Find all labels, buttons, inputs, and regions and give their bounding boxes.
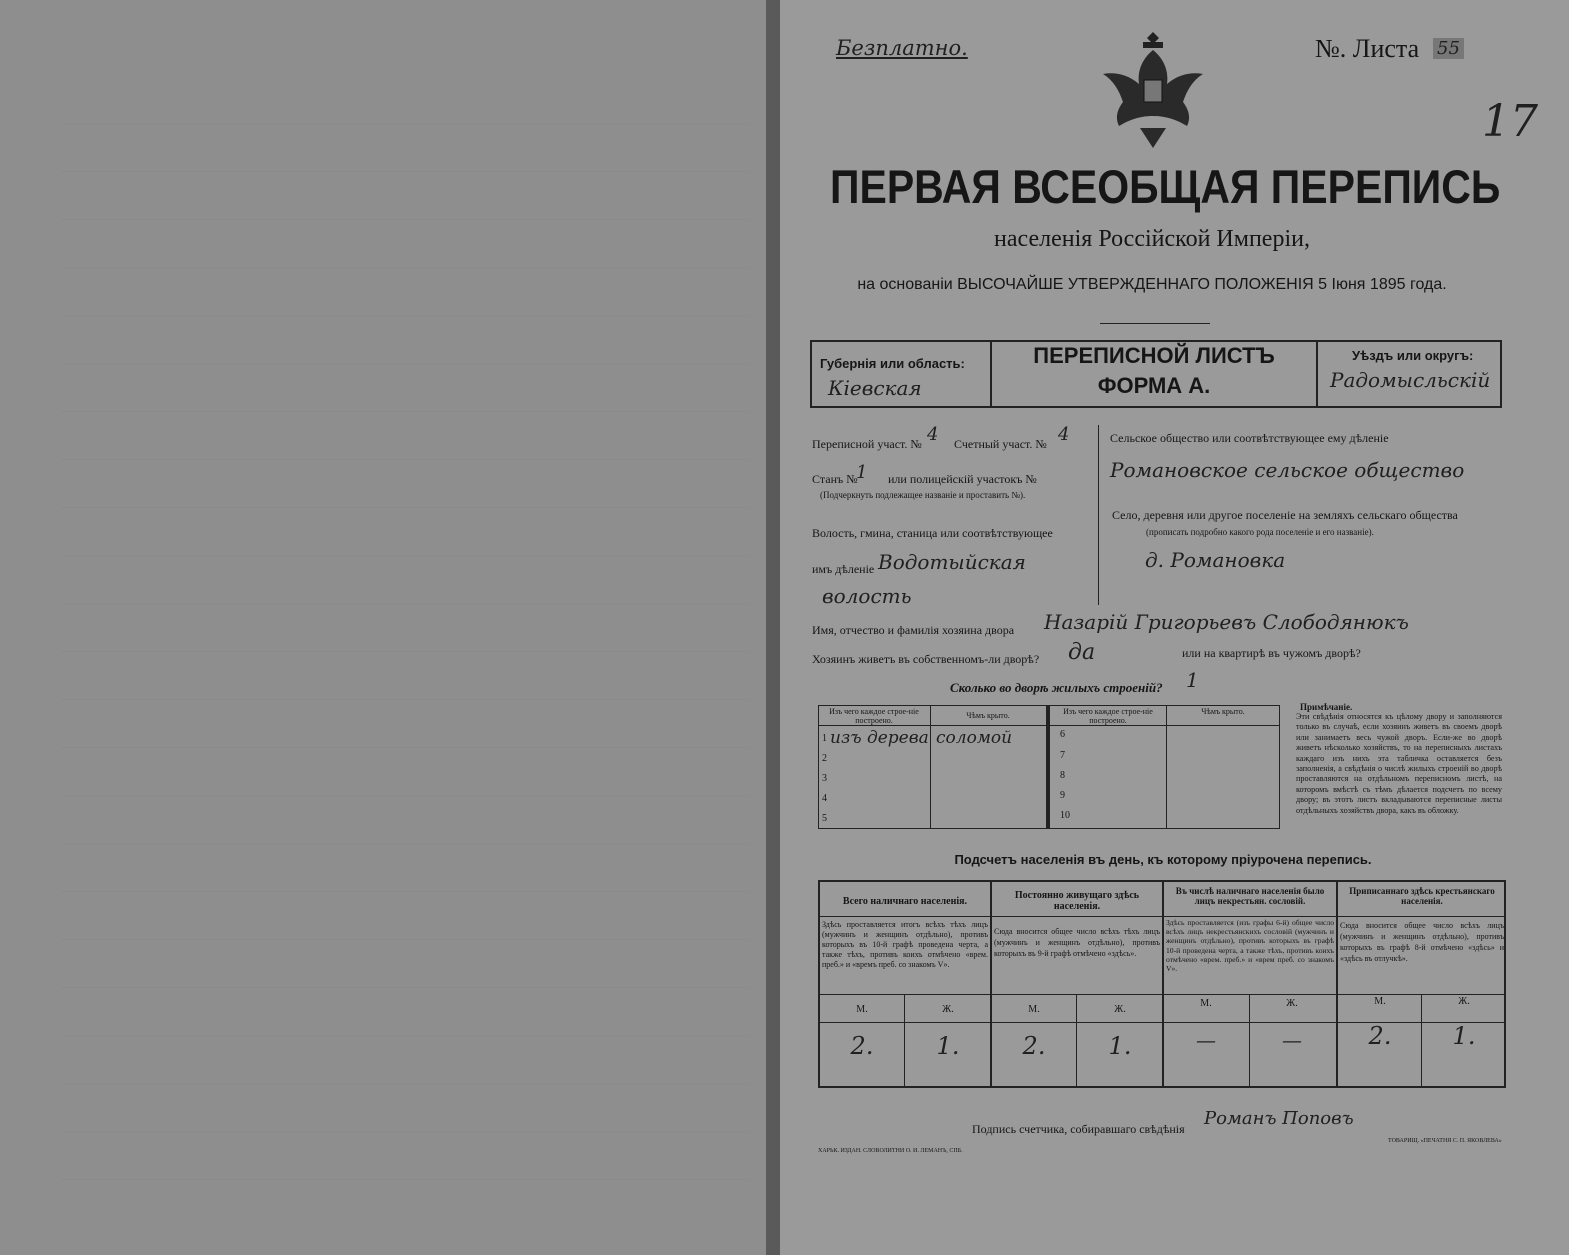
- divider: [1046, 705, 1050, 829]
- coat-of-arms-icon: [1098, 28, 1208, 153]
- sheet-number-label: №. Листа: [1315, 34, 1420, 63]
- province-value: Кіевская: [828, 376, 922, 400]
- divider: [818, 994, 1506, 995]
- province-label: Губернія или область:: [820, 356, 965, 371]
- col-material-left: Изъ чего каждое строе-ніе построено.: [829, 707, 919, 725]
- sheet-number-value: 55: [1433, 38, 1464, 59]
- row-number: 8: [1060, 770, 1065, 781]
- m-label: М.: [1200, 998, 1212, 1009]
- divider: [818, 916, 1506, 917]
- divider: [1076, 994, 1077, 1088]
- village-value: д. Романовка: [1145, 548, 1286, 572]
- value-cell: —: [1196, 1028, 1216, 1052]
- value-cell: 2.: [1022, 1032, 1046, 1060]
- col-title: Въ числѣ наличнаго населенія было лицъ некрестьян. сословій.: [1175, 886, 1325, 906]
- row-number: 2: [822, 753, 827, 764]
- owner-label: Имя, отчество и фамилія хозяина двора: [812, 623, 1015, 637]
- row-number: 1: [822, 733, 827, 744]
- divider: [818, 725, 1280, 726]
- f-label: Ж.: [1114, 1004, 1126, 1015]
- col-roof-right: Чѣмъ крыто.: [1201, 707, 1245, 716]
- police-label: или полицейскій участокъ №: [888, 472, 1037, 486]
- free-label: Безплатно.: [836, 36, 968, 60]
- underline-note: (Подчеркнуть подлежащее названіе и проставить №).: [820, 490, 1026, 500]
- row-number: 6: [1060, 729, 1065, 740]
- stan-label: Станъ №: [812, 472, 858, 486]
- f-label: Ж.: [942, 1004, 954, 1015]
- signature-value: Романъ Поповъ: [1204, 1108, 1354, 1129]
- volost-value: Водотыйская: [878, 550, 1026, 574]
- note-title: Примѣчаніе.: [1300, 702, 1353, 712]
- divider: [1166, 705, 1167, 829]
- district-value: Радомысльскій: [1330, 368, 1491, 392]
- counting-district-value: 4: [1058, 424, 1070, 445]
- f-label: Ж.: [1286, 998, 1298, 1009]
- volost-value-2: волость: [822, 584, 912, 608]
- printer-right: ТОВАРИЩ. «ПЕЧАТНЯ С. П. ЯКОВЛЕВА»: [1388, 1138, 1502, 1144]
- counting-district-label: Счетный участ. №: [954, 437, 1047, 451]
- m-label: М.: [1028, 1004, 1040, 1015]
- col-title: Постоянно живущаго здѣсь населенія.: [1014, 890, 1140, 912]
- row-number: 10: [1060, 810, 1070, 821]
- f-label: Ж.: [1458, 996, 1470, 1007]
- census-district-label: Переписной участ. №: [812, 437, 922, 451]
- own-yard-label: Хозяинъ живетъ въ собственномъ-ли дворѣ?: [812, 652, 1040, 666]
- m-label: М.: [1374, 996, 1386, 1007]
- form-type: ФОРМА А.: [1097, 373, 1211, 398]
- col-desc: Сюда вносится общее число всѣхъ лицъ (мужчинъ и женщинъ отдѣльно), противъ которыхъ въ графѣ 8-й отмѣчено «здѣсь» и «здѣсь въ отлучкѣ».: [1340, 921, 1504, 963]
- row-number: 9: [1060, 790, 1065, 801]
- col-desc: Сюда вносится общее число всѣхъ тѣхъ лицъ (мужчинъ и женщинъ отдѣльно), противъ которыхъ въ 9-й графѣ отмѣчено «здѣсь».: [994, 927, 1160, 958]
- divider: [1162, 880, 1164, 1088]
- col-desc: Здѣсь проставляется (изъ графы 6-й) общее число всѣхъ лицъ некрестьянскихъ сословій (мужчинъ и женщинъ отдѣльно), противъ которыхъ въ графѣ 10-й проведена черта, а также тѣхъ, противъ коихъ отмѣчено «врем. преб.» и «врем преб. со знакомъ V».: [1166, 918, 1334, 974]
- row-number: 3: [822, 773, 827, 784]
- row-roof: соломой: [936, 728, 1013, 748]
- form-title: ПЕРЕПИСНОЙ ЛИСТЪ: [1033, 343, 1275, 368]
- community-label: Сельское общество или соотвѣтствующее ему дѣленіе: [1110, 431, 1389, 445]
- signature-label: Подпись счетчика, собиравшаго свѣдѣнія: [972, 1122, 1185, 1136]
- m-label: М.: [856, 1004, 868, 1015]
- ornament-divider: [1100, 323, 1210, 324]
- row-material: изъ дерева: [830, 728, 929, 748]
- column-divider: [1098, 425, 1099, 605]
- printer-left: ХАРЬК. ИЗДАН. СЛОВОЛИТНИ О. И. ЛЕМАНЪ, СПБ.: [818, 1148, 963, 1154]
- district-label: Уѣздъ или округъ:: [1352, 348, 1474, 363]
- divider: [1316, 342, 1318, 406]
- buildings-label: Сколько во дворѣ жилыхъ строеній?: [950, 680, 1163, 695]
- row-number: 4: [822, 793, 827, 804]
- main-title: ПЕРВАЯ ВСЕОБЩАЯ ПЕРЕПИСЬ: [830, 160, 1501, 214]
- col-roof-left: Чѣмъ крыто.: [966, 711, 1010, 720]
- book-gutter: [766, 0, 780, 1255]
- buildings-value: 1: [1186, 668, 1199, 692]
- col-material-right: Изъ чего каждое строе-ніе построено.: [1063, 707, 1153, 725]
- owner-value: Назарій Григорьевъ Слободянюкъ: [1044, 610, 1409, 634]
- value-cell: 2.: [1368, 1022, 1392, 1050]
- own-yard-value: да: [1068, 640, 1096, 665]
- subtitle: населенія Россійской Имперіи,: [994, 226, 1310, 252]
- col-title: Приписаннаго здѣсь крестьянскаго населенія.: [1349, 886, 1495, 906]
- value-cell: 1.: [1108, 1032, 1132, 1060]
- stan-value: 1: [856, 462, 868, 483]
- note-text: Эти свѣдѣнія относятся къ цѣлому двору и заполняются только въ случаѣ, если хозяинъ живетъ въ своемъ дворѣ или занимаетъ весь чужой дворъ. Если-же во дворѣ живетъ нѣсколько хозяйствъ, то на переписныхъ листахъ каждаго изъ нихъ эта табличка оставляется безъ заполненія, а свѣдѣнія о числѣ жилыхъ строеній во дворѣ проставляются на отдѣльномъ переписномъ листѣ, на которомъ вмѣстѣ съ тѣмъ дѣлается подсчетъ по всему двору; въ этотъ листъ вкладываются переписные листы отдѣльныхъ хозяйствъ двора, какъ въ обложку.: [1296, 712, 1502, 815]
- volost-label-2: имъ дѣленіе: [812, 562, 875, 576]
- population-heading: Подсчетъ населенія въ день, къ которому пріурочена перепись.: [954, 852, 1372, 867]
- value-cell: 1.: [936, 1032, 960, 1060]
- village-note: (прописать подробно какого рода поселеніе и его названіе).: [1146, 527, 1374, 537]
- rent-label: или на квартирѣ въ чужомъ дворѣ?: [1182, 646, 1361, 660]
- value-cell: 2.: [850, 1032, 874, 1060]
- value-cell: 1.: [1452, 1022, 1476, 1050]
- community-value: Романовское сельское общество: [1110, 458, 1465, 482]
- census-district-value: 4: [927, 424, 939, 445]
- divider: [904, 994, 905, 1088]
- col-title: Всего наличнаго населенія.: [842, 896, 968, 907]
- left-page-bleedthrough: [0, 0, 766, 1255]
- margin-number: 17: [1482, 96, 1538, 147]
- volost-label: Волость, гмина, станица или соотвѣтствующее: [812, 526, 1053, 540]
- value-cell: —: [1282, 1028, 1302, 1052]
- divider: [930, 705, 931, 829]
- row-number: 5: [822, 813, 827, 824]
- divider: [1336, 880, 1338, 1088]
- col-desc: Здѣсь проставляется итогъ всѣхъ тѣхъ лицъ (мужчинъ и женщинъ отдѣльно), противъ которыхъ въ 10-й графѣ проведена черта, а также тѣхъ, противъ коихъ отмѣчено «врем. преб.» и «времъ преб. со знакомъ V».: [822, 920, 988, 969]
- row-number: 7: [1060, 750, 1065, 761]
- basis-line: на основаніи ВЫСОЧАЙШЕ УТВЕРЖДЕННАГО ПОЛОЖЕНІЯ 5 Іюня 1895 года.: [857, 276, 1447, 293]
- village-label: Село, деревня или другое поселеніе на земляхъ сельскаго общества: [1112, 508, 1458, 522]
